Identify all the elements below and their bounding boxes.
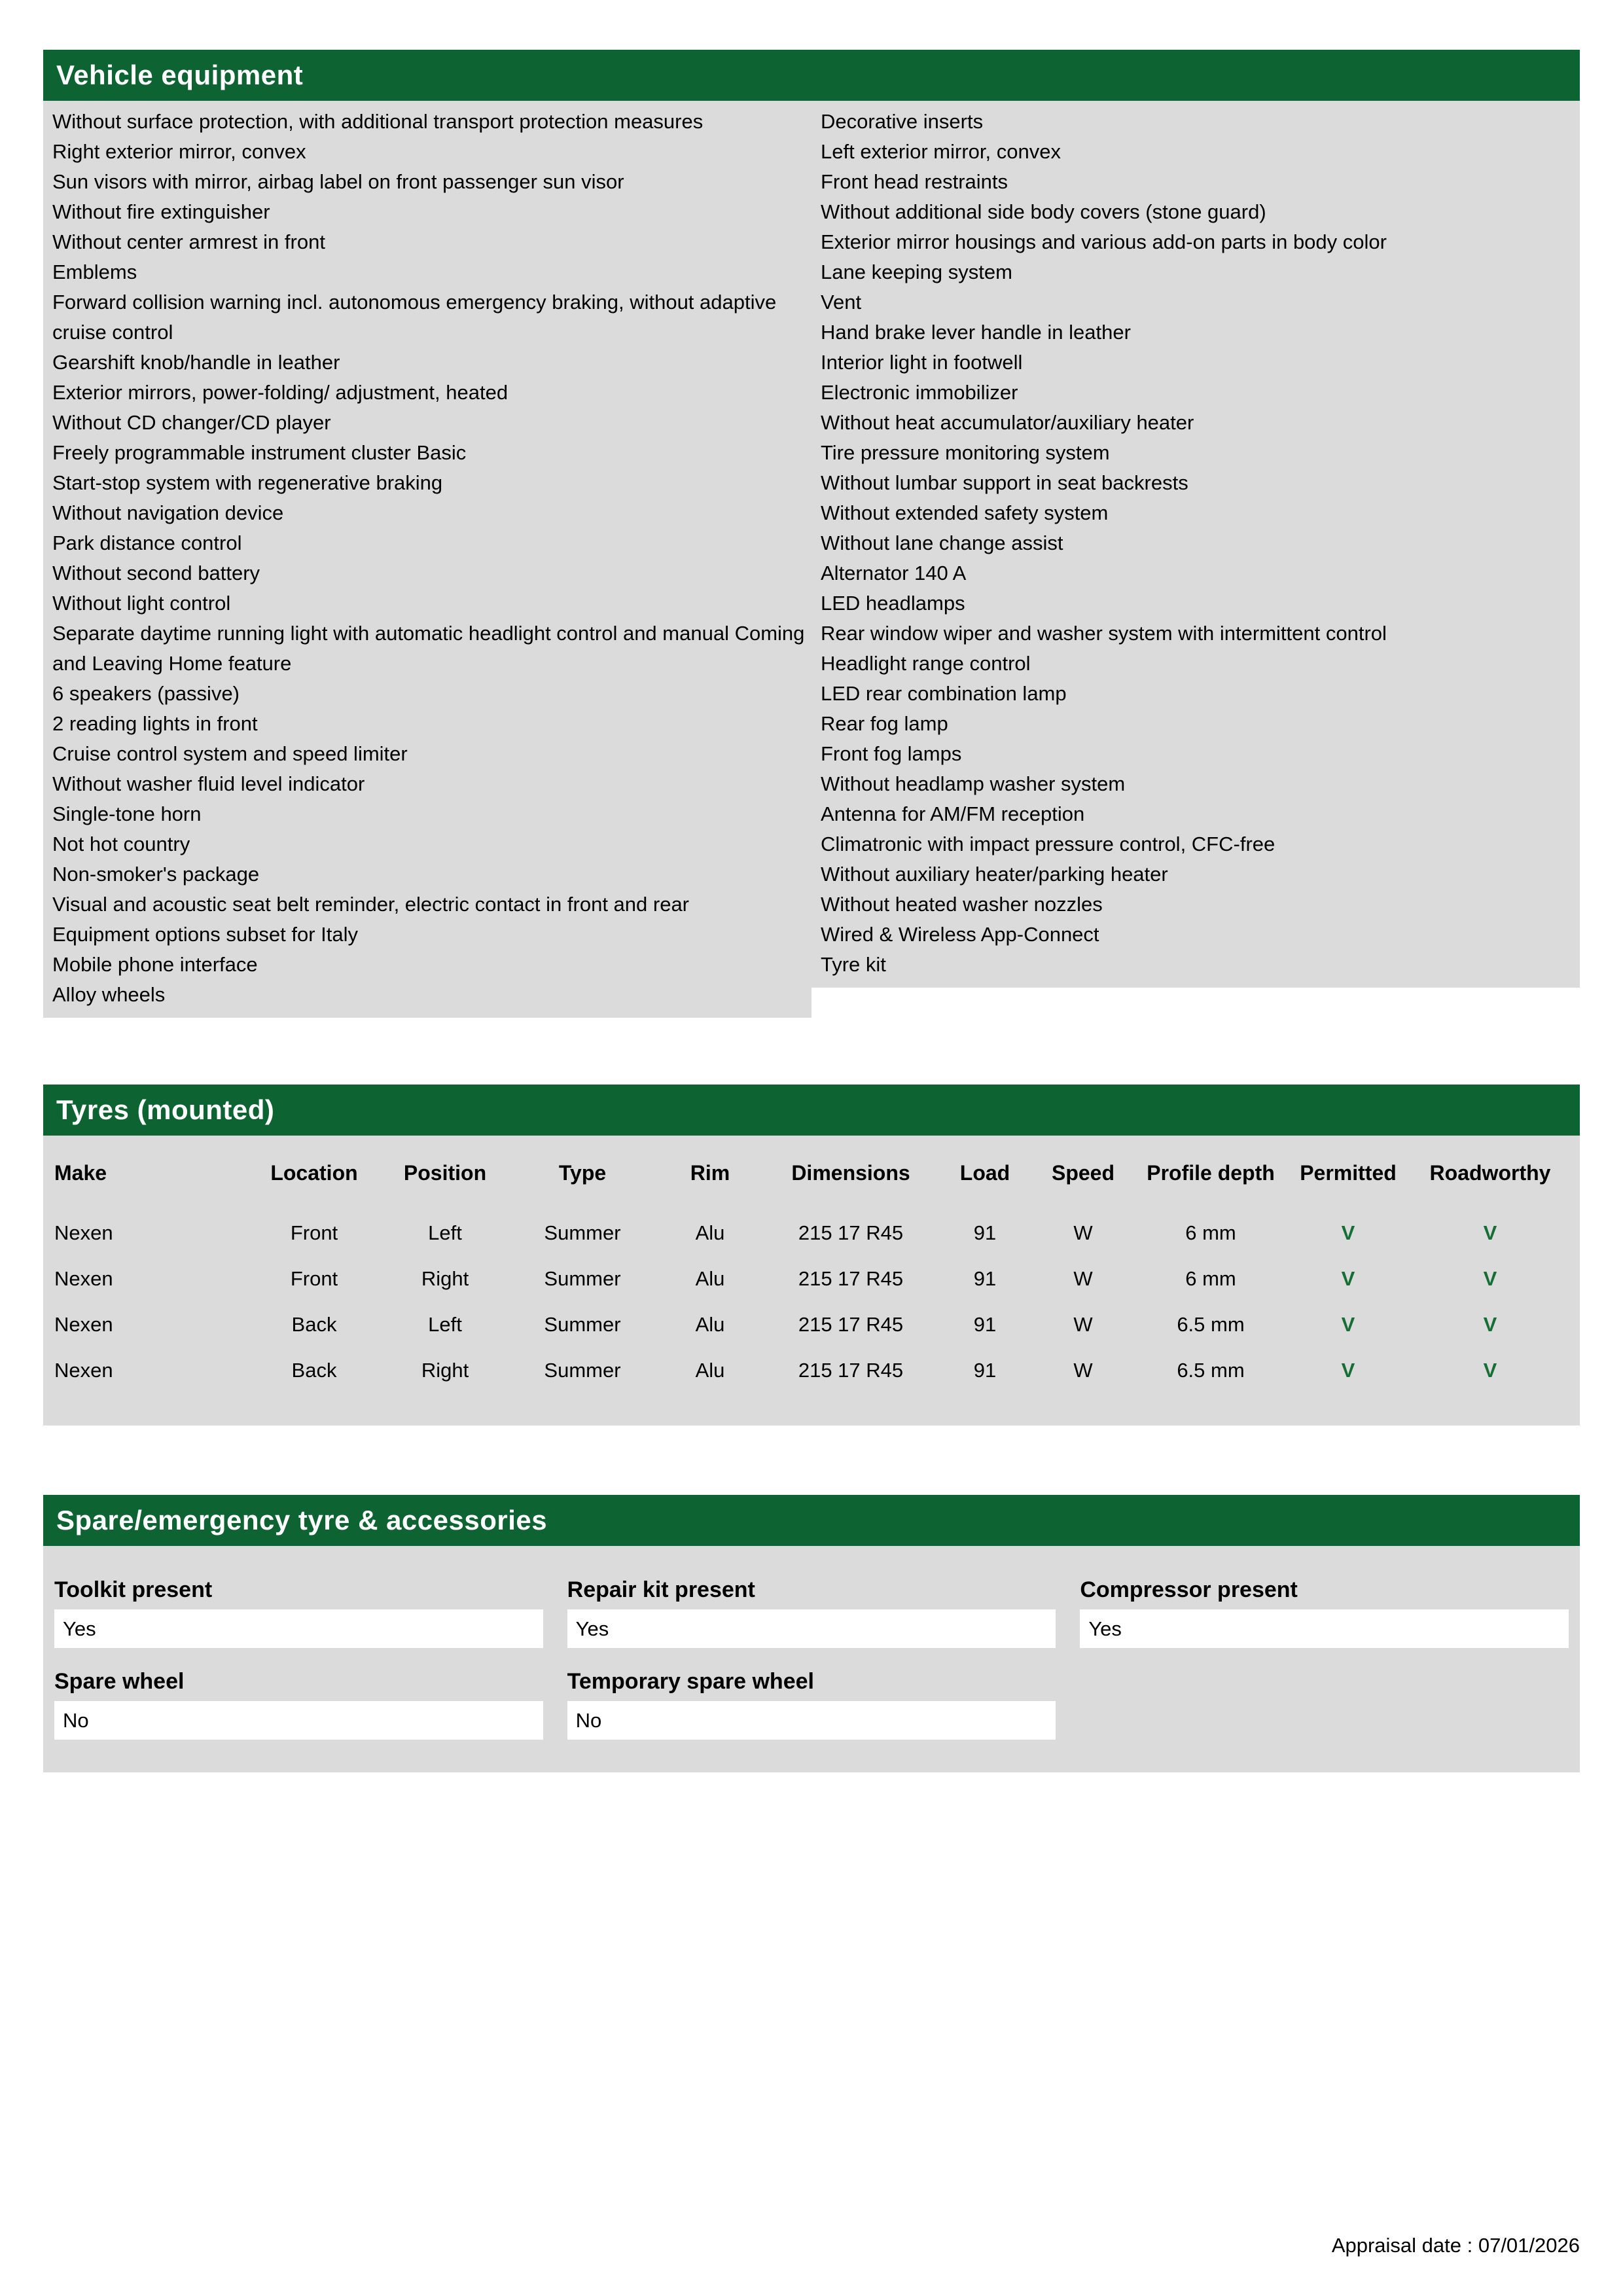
cell-profile-depth: 6 mm	[1185, 1221, 1236, 1244]
equipment-item: LED headlamps	[821, 592, 965, 615]
cell-type: Summer	[544, 1359, 621, 1382]
cell-roadworthy-check: V	[1483, 1267, 1497, 1290]
tyres-column-header: Rim	[690, 1160, 730, 1185]
tyres-column-header: Load	[959, 1160, 1010, 1185]
field-value-box	[54, 1701, 543, 1740]
cell-profile-depth: 6.5 mm	[1177, 1359, 1245, 1382]
spare-fields-row-2	[54, 1666, 1569, 1740]
cell-load: 91	[973, 1313, 997, 1336]
equipment-item: Emblems	[52, 260, 137, 283]
equipment-item: Without navigation device	[52, 501, 284, 524]
cell-permitted-check: V	[1341, 1359, 1355, 1382]
cell-dimensions: 215 17 R45	[798, 1221, 904, 1244]
equipment-item: Alloy wheels	[52, 983, 166, 1006]
tyres-column-header: Permitted	[1300, 1160, 1397, 1185]
equipment-item: Lane keeping system	[821, 260, 1012, 283]
vehicle-equipment-section	[43, 50, 1580, 1018]
tyres-column-header: Profile depth	[1147, 1160, 1275, 1185]
cell-load: 91	[973, 1267, 997, 1290]
equipment-item: Without light control	[52, 592, 231, 615]
equipment-item: Tyre kit	[821, 953, 886, 976]
tyre-row	[43, 1302, 1580, 1348]
equipment-item: Park distance control	[52, 531, 242, 554]
equipment-item: LED rear combination lamp	[821, 682, 1067, 705]
cell-permitted-check: V	[1341, 1221, 1355, 1244]
field-value-box	[567, 1609, 1056, 1648]
appraisal-date: Appraisal date : 07/01/2026	[1331, 2234, 1580, 2257]
equipment-item: Rear window wiper and washer system with intermittent control	[821, 622, 1387, 645]
tyres-rows	[43, 1210, 1580, 1393]
cell-dimensions: 215 17 R45	[798, 1359, 904, 1382]
equipment-item: Without additional side body covers (stone guard)	[821, 200, 1266, 223]
equipment-item: Antenna for AM/FM reception	[821, 802, 1085, 825]
cell-speed: W	[1073, 1267, 1093, 1290]
equipment-item: Without headlamp washer system	[821, 772, 1126, 795]
equipment-right-column	[812, 101, 1580, 988]
equipment-item: Visual and acoustic seat belt reminder, electric contact in front and rear	[52, 893, 690, 916]
equipment-item: Gearshift knob/handle in leather	[52, 351, 340, 374]
cell-make: Nexen	[54, 1221, 113, 1244]
equipment-item: Without heat accumulator/auxiliary heater	[821, 411, 1194, 434]
cell-position: Right	[421, 1359, 469, 1382]
equipment-item: 2 reading lights in front	[52, 712, 258, 735]
equipment-item: Interior light in footwell	[821, 351, 1023, 374]
field-label: Spare wheel	[54, 1669, 185, 1694]
field-label: Temporary spare wheel	[567, 1669, 814, 1694]
equipment-item: Without second battery	[52, 562, 260, 584]
cell-make: Nexen	[54, 1313, 113, 1336]
field-value: No	[575, 1708, 602, 1732]
equipment-item: Front fog lamps	[821, 742, 962, 765]
equipment-item: Without fire extinguisher	[52, 200, 270, 223]
spare-fields-row-1	[54, 1575, 1569, 1648]
tyres-column-header: Location	[270, 1160, 358, 1185]
equipment-item: Non-smoker's package	[52, 863, 260, 886]
cell-roadworthy-check: V	[1483, 1221, 1497, 1244]
equipment-item: Electronic immobilizer	[821, 381, 1018, 404]
spare-field	[1080, 1575, 1569, 1648]
cell-speed: W	[1073, 1359, 1093, 1382]
equipment-item: Equipment options subset for Italy	[52, 923, 358, 946]
cell-position: Right	[421, 1267, 469, 1290]
cell-location: Back	[291, 1313, 337, 1336]
tyre-row	[43, 1256, 1580, 1302]
spare-field	[54, 1575, 543, 1648]
cell-location: Back	[291, 1359, 337, 1382]
field-value: No	[63, 1708, 89, 1732]
cell-rim: Alu	[695, 1359, 725, 1382]
cell-speed: W	[1073, 1313, 1093, 1336]
tyre-row	[43, 1210, 1580, 1256]
equipment-item: Separate daytime running light with automatic headlight control and manual Coming and Leaving Home feature	[52, 622, 805, 675]
equipment-item: Tire pressure monitoring system	[821, 441, 1110, 464]
equipment-item: Forward collision warning incl. autonomous emergency braking, without adaptive cruise control	[52, 291, 777, 344]
spare-field	[567, 1666, 1056, 1740]
equipment-item: 6 speakers (passive)	[52, 682, 240, 705]
cell-load: 91	[973, 1221, 997, 1244]
cell-dimensions: 215 17 R45	[798, 1313, 904, 1336]
tyres-section	[43, 1085, 1580, 1426]
spare-header	[43, 1495, 1580, 1546]
vehicle-equipment-header	[43, 50, 1580, 101]
equipment-item: Alternator 140 A	[821, 562, 967, 584]
equipment-item: Hand brake lever handle in leather	[821, 321, 1131, 344]
tyres-table	[43, 1158, 1580, 1393]
cell-load: 91	[973, 1359, 997, 1382]
spare-panel	[43, 1546, 1580, 1772]
equipment-item: Front head restraints	[821, 170, 1008, 193]
equipment-item: Cruise control system and speed limiter	[52, 742, 408, 765]
equipment-item: Freely programmable instrument cluster Basic	[52, 441, 467, 464]
cell-location: Front	[290, 1221, 338, 1244]
tyre-row	[43, 1348, 1580, 1393]
spare-field	[567, 1575, 1056, 1648]
tyres-header	[43, 1085, 1580, 1136]
field-value: Yes	[575, 1617, 609, 1640]
cell-rim: Alu	[695, 1267, 725, 1290]
equipment-item: Decorative inserts	[821, 110, 984, 133]
cell-position: Left	[428, 1221, 462, 1244]
field-value-box	[54, 1609, 543, 1648]
equipment-item: Not hot country	[52, 833, 190, 855]
cell-location: Front	[290, 1267, 338, 1290]
equipment-item: Exterior mirror housings and various add-on parts in body color	[821, 230, 1387, 253]
cell-make: Nexen	[54, 1359, 113, 1382]
cell-position: Left	[428, 1313, 462, 1336]
field-value: Yes	[63, 1617, 96, 1640]
equipment-columns	[43, 101, 1580, 1018]
equipment-item: Rear fog lamp	[821, 712, 948, 735]
field-label: Repair kit present	[567, 1577, 755, 1602]
tyres-title: Tyres (mounted)	[56, 1094, 275, 1125]
equipment-item: Without center armrest in front	[52, 230, 325, 253]
table-spacer-row	[43, 1188, 1580, 1210]
tyres-column-header: Speed	[1051, 1160, 1115, 1185]
spare-section	[43, 1495, 1580, 1772]
tyres-column-header: Dimensions	[791, 1160, 910, 1185]
cell-type: Summer	[544, 1267, 621, 1290]
equipment-item: Start-stop system with regenerative braking	[52, 471, 443, 494]
equipment-item: Without surface protection, with additional transport protection measures	[52, 110, 704, 133]
equipment-item: Right exterior mirror, convex	[52, 140, 306, 163]
equipment-item: Without heated washer nozzles	[821, 893, 1103, 916]
equipment-item: Without CD changer/CD player	[52, 411, 331, 434]
equipment-left-column	[43, 101, 812, 1018]
tyres-header-row	[43, 1158, 1580, 1188]
spare-field	[54, 1666, 543, 1740]
field-value: Yes	[1088, 1617, 1122, 1640]
spare-title: Spare/emergency tyre & accessories	[56, 1505, 548, 1535]
cell-roadworthy-check: V	[1483, 1359, 1497, 1382]
equipment-item: Wired & Wireless App-Connect	[821, 923, 1099, 946]
equipment-item: Vent	[821, 291, 862, 314]
cell-permitted-check: V	[1341, 1313, 1355, 1336]
equipment-item: Single-tone horn	[52, 802, 202, 825]
equipment-item: Without auxiliary heater/parking heater	[821, 863, 1168, 886]
equipment-item: Left exterior mirror, convex	[821, 140, 1061, 163]
equipment-item: Headlight range control	[821, 652, 1031, 675]
tyres-table-panel	[43, 1136, 1580, 1426]
tyres-column-header: Position	[403, 1160, 487, 1185]
cell-type: Summer	[544, 1221, 621, 1244]
cell-roadworthy-check: V	[1483, 1313, 1497, 1336]
field-label: Toolkit present	[54, 1577, 213, 1602]
tyres-column-header: Type	[558, 1160, 607, 1185]
cell-profile-depth: 6.5 mm	[1177, 1313, 1245, 1336]
cell-profile-depth: 6 mm	[1185, 1267, 1236, 1290]
equipment-item: Exterior mirrors, power-folding/ adjustment, heated	[52, 381, 508, 404]
equipment-item: Without lumbar support in seat backrests	[821, 471, 1188, 494]
cell-permitted-check: V	[1341, 1267, 1355, 1290]
equipment-item: Sun visors with mirror, airbag label on front passenger sun visor	[52, 170, 624, 193]
field-value-box	[567, 1701, 1056, 1740]
equipment-item: Mobile phone interface	[52, 953, 258, 976]
field-label: Compressor present	[1080, 1577, 1298, 1602]
equipment-item: Without lane change assist	[821, 531, 1063, 554]
equipment-item: Without extended safety system	[821, 501, 1109, 524]
cell-speed: W	[1073, 1221, 1093, 1244]
cell-rim: Alu	[695, 1313, 725, 1336]
vehicle-equipment-title: Vehicle equipment	[56, 60, 304, 90]
cell-rim: Alu	[695, 1221, 725, 1244]
equipment-item: Climatronic with impact pressure control, CFC-free	[821, 833, 1275, 855]
cell-dimensions: 215 17 R45	[798, 1267, 904, 1290]
cell-type: Summer	[544, 1313, 621, 1336]
equipment-item: Without washer fluid level indicator	[52, 772, 365, 795]
cell-make: Nexen	[54, 1267, 113, 1290]
tyres-column-header: Make	[54, 1160, 107, 1185]
field-value-box	[1080, 1609, 1569, 1648]
tyres-column-header: Roadworthy	[1429, 1160, 1551, 1185]
report-page	[43, 50, 1580, 1772]
